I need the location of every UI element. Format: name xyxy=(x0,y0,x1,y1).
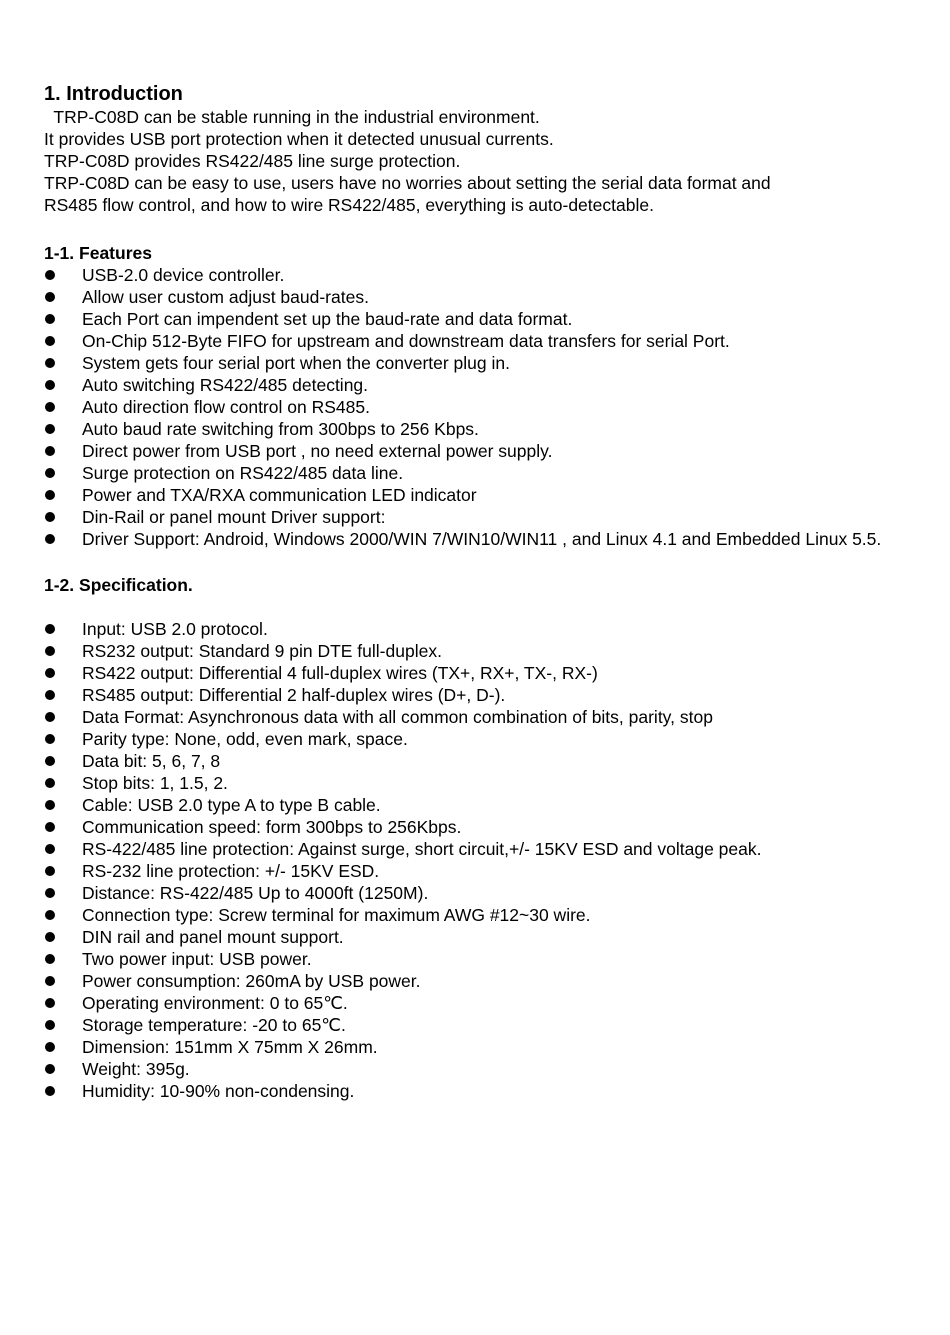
list-item xyxy=(44,684,904,706)
intro-line: TRP-C08D can be easy to use, users have no worries about setting the serial data format and xyxy=(44,173,771,193)
list-item-text: Weight: 395g. xyxy=(82,1059,190,1079)
list-item xyxy=(44,462,904,484)
list-item-text: Power and TXA/RXA communication LED indicator xyxy=(82,485,477,505)
list-item xyxy=(44,860,904,882)
list-item-text: Each Port can impendent set up the baud-rate and data format. xyxy=(82,309,573,329)
list-item-text: Cable: USB 2.0 type A to type B cable. xyxy=(82,795,381,815)
list-item-text: Storage temperature: -20 to 65℃. xyxy=(82,1015,346,1035)
list-item xyxy=(44,528,904,550)
bullet-icon xyxy=(45,468,55,478)
bullet-icon xyxy=(45,690,55,700)
list-item-text: DIN rail and panel mount support. xyxy=(82,927,344,947)
list-item xyxy=(44,418,904,440)
list-item xyxy=(44,618,904,640)
bullet-icon xyxy=(45,292,55,302)
list-item-text: On-Chip 512-Byte FIFO for upstream and downstream data transfers for serial Port. xyxy=(82,331,730,351)
list-item xyxy=(44,396,904,418)
list-item xyxy=(44,970,904,992)
list-item xyxy=(44,440,904,462)
list-item xyxy=(44,772,904,794)
list-item xyxy=(44,484,904,506)
list-item xyxy=(44,662,904,684)
list-item-text: Auto baud rate switching from 300bps to 256 Kbps. xyxy=(82,419,479,439)
bullet-icon xyxy=(45,446,55,456)
bullet-icon xyxy=(45,668,55,678)
list-item xyxy=(44,794,904,816)
list-item-text: RS485 output: Differential 2 half-duplex wires (D+, D-). xyxy=(82,685,506,705)
list-item xyxy=(44,352,904,374)
bullet-icon xyxy=(45,646,55,656)
list-item-text: Communication speed: form 300bps to 256Kbps. xyxy=(82,817,462,837)
list-item-text: Din-Rail or panel mount Driver support: xyxy=(82,507,386,527)
bullet-icon xyxy=(45,998,55,1008)
intro-line: TRP-C08D provides RS422/485 line surge protection. xyxy=(44,151,461,171)
bullet-icon xyxy=(45,490,55,500)
list-item xyxy=(44,1014,904,1036)
list-item xyxy=(44,992,904,1014)
bullet-icon xyxy=(45,822,55,832)
bullet-icon xyxy=(45,336,55,346)
list-item-text: Connection type: Screw terminal for maximum AWG #12~30 wire. xyxy=(82,905,591,925)
bullet-icon xyxy=(45,734,55,744)
bullet-icon xyxy=(45,358,55,368)
list-item xyxy=(44,330,904,352)
list-item-text: USB-2.0 device controller. xyxy=(82,265,285,285)
list-item-text: Data bit: 5, 6, 7, 8 xyxy=(82,751,221,771)
bullet-icon xyxy=(45,932,55,942)
bullet-icon xyxy=(45,866,55,876)
list-item-text: Auto switching RS422/485 detecting. xyxy=(82,375,369,395)
list-item-text: Power consumption: 260mA by USB power. xyxy=(82,971,421,991)
list-item xyxy=(44,640,904,662)
bullet-icon xyxy=(45,624,55,634)
specification-list xyxy=(44,618,904,1102)
list-item-text: Data Format: Asynchronous data with all common combination of bits, parity, stop xyxy=(82,707,713,727)
bullet-icon xyxy=(45,712,55,722)
bullet-icon xyxy=(45,844,55,854)
list-item xyxy=(44,926,904,948)
list-item xyxy=(44,816,904,838)
list-item-text: Humidity: 10-90% non-condensing. xyxy=(82,1081,355,1101)
list-item xyxy=(44,286,904,308)
list-item xyxy=(44,882,904,904)
bullet-icon xyxy=(45,1042,55,1052)
list-item xyxy=(44,308,904,330)
list-item xyxy=(44,1036,904,1058)
introduction-heading: 1. Introduction xyxy=(44,83,183,105)
bullet-icon xyxy=(45,800,55,810)
list-item-text: Allow user custom adjust baud-rates. xyxy=(82,287,369,307)
bullet-icon xyxy=(45,270,55,280)
list-item-text: Dimension: 151mm X 75mm X 26mm. xyxy=(82,1037,378,1057)
intro-line: It provides USB port protection when it detected unusual currents. xyxy=(44,129,554,149)
list-item-text: Operating environment: 0 to 65℃. xyxy=(82,993,348,1013)
list-item-text: System gets four serial port when the converter plug in. xyxy=(82,353,510,373)
list-item xyxy=(44,374,904,396)
bullet-icon xyxy=(45,1064,55,1074)
list-item-text: Driver Support: Android, Windows 2000/WIN 7/WIN10/WIN11 , and Linux 4.1 and Embedded Linux 5.5. xyxy=(82,529,882,549)
intro-line: RS485 flow control, and how to wire RS422/485, everything is auto-detectable. xyxy=(44,195,654,215)
list-item xyxy=(44,706,904,728)
document-page xyxy=(44,82,904,1102)
list-item-text: Surge protection on RS422/485 data line. xyxy=(82,463,404,483)
bullet-icon xyxy=(45,976,55,986)
features-heading: 1-1. Features xyxy=(44,243,152,263)
list-item xyxy=(44,750,904,772)
intro-line: TRP-C08D can be stable running in the industrial environment. xyxy=(44,107,540,127)
specification-heading: 1-2. Specification. xyxy=(44,575,193,595)
list-item-text: RS-422/485 line protection: Against surge, short circuit,+/- 15KV ESD and voltage peak. xyxy=(82,839,762,859)
list-item-text: RS422 output: Differential 4 full-duplex wires (TX+, RX+, TX-, RX-) xyxy=(82,663,598,683)
list-item-text: Direct power from USB port , no need external power supply. xyxy=(82,441,553,461)
features-list xyxy=(44,264,904,550)
list-item-text: Two power input: USB power. xyxy=(82,949,312,969)
bullet-icon xyxy=(45,1020,55,1030)
bullet-icon xyxy=(45,888,55,898)
bullet-icon xyxy=(45,1086,55,1096)
list-item-text: Auto direction flow control on RS485. xyxy=(82,397,370,417)
bullet-icon xyxy=(45,778,55,788)
features-section xyxy=(44,242,904,550)
list-item xyxy=(44,506,904,528)
list-item xyxy=(44,1080,904,1102)
list-item-text: RS232 output: Standard 9 pin DTE full-duplex. xyxy=(82,641,442,661)
bullet-icon xyxy=(45,424,55,434)
bullet-icon xyxy=(45,512,55,522)
bullet-icon xyxy=(45,402,55,412)
specification-section xyxy=(44,574,904,1102)
list-item xyxy=(44,728,904,750)
list-item-text: Stop bits: 1, 1.5, 2. xyxy=(82,773,228,793)
bullet-icon xyxy=(45,954,55,964)
list-item xyxy=(44,1058,904,1080)
list-item-text: Distance: RS-422/485 Up to 4000ft (1250M). xyxy=(82,883,429,903)
bullet-icon xyxy=(45,314,55,324)
bullet-icon xyxy=(45,756,55,766)
list-item-text: RS-232 line protection: +/- 15KV ESD. xyxy=(82,861,380,881)
list-item xyxy=(44,904,904,926)
bullet-icon xyxy=(45,910,55,920)
list-item xyxy=(44,948,904,970)
list-item xyxy=(44,264,904,286)
list-item-text: Input: USB 2.0 protocol. xyxy=(82,619,268,639)
list-item xyxy=(44,838,904,860)
list-item-text: Parity type: None, odd, even mark, space. xyxy=(82,729,408,749)
bullet-icon xyxy=(45,534,55,544)
bullet-icon xyxy=(45,380,55,390)
introduction-section xyxy=(44,82,904,216)
